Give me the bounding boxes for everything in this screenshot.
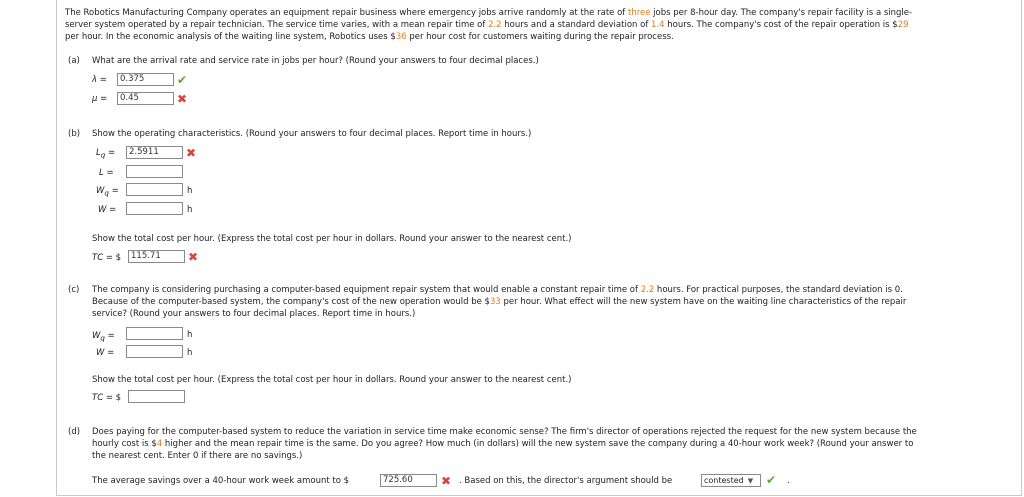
equals: = (107, 148, 116, 158)
equals: = (111, 186, 119, 196)
lambda-label (92, 75, 107, 85)
part-d-text: higher and the mean repair time is the same. Do you agree? How much (in dollars) will the new system save the company during a 40-hour work week? (Round your answer to (162, 439, 914, 449)
part-d-text: Does paying for the computer-based system to reduce the variation in service time make economic sense? The firm's director of operations rejected the request for the new system because the (92, 427, 917, 437)
hours-unit: h (187, 330, 193, 340)
part-b-label: (b) (68, 129, 81, 139)
lambda-symbol: λ (92, 75, 98, 85)
lq-input[interactable]: 2.5911 (126, 146, 183, 159)
w-input[interactable] (126, 202, 183, 215)
incorrect-icon: ✖ (177, 92, 188, 106)
part-c-text: per hour. What effect will the new system have on the waiting line characteristics of the repair (500, 297, 907, 307)
part-a-question (68, 55, 539, 67)
wq-subscript: q (104, 188, 109, 198)
lq-subscript: q (100, 150, 106, 160)
argument-select[interactable] (701, 474, 761, 487)
w-symbol: W (96, 348, 105, 358)
part-a-label: (a) (68, 56, 80, 66)
correct-icon: ✔ (177, 73, 188, 87)
cost-value: 29 (897, 20, 909, 31)
intro-text: The Robotics Manufacturing Company operates an equipment repair business where emergency jobs arrive randomly at the rate of (65, 8, 628, 18)
chevron-down-icon: ▼ (747, 477, 754, 485)
w-symbol: W (98, 205, 107, 215)
tc-input-c[interactable] (128, 390, 185, 403)
tc-label-b (92, 253, 121, 263)
rate-value: three (627, 8, 651, 18)
l-input[interactable] (126, 165, 183, 178)
correct-icon: ✔ (766, 473, 777, 487)
wq-symbol: W (92, 331, 101, 341)
tc-input-b[interactable]: 115.71 (128, 250, 185, 263)
part-c-label: (c) (68, 285, 80, 295)
incorrect-icon: ✖ (441, 474, 452, 488)
equals: = (100, 94, 108, 104)
intro-text: hours. The company's cost of the repair operation is $ (664, 20, 898, 31)
sd-value: 1.4 (651, 20, 665, 31)
part-b-question (68, 128, 531, 140)
lambda-input[interactable]: 0.375 (117, 73, 174, 86)
question-panel (56, 0, 1022, 496)
wq-symbol: W (96, 186, 105, 196)
mu-input[interactable]: 0.45 (117, 92, 174, 105)
part-d-text: the nearest cent. Enter 0 if there are no savings.) (92, 451, 303, 461)
equals-dollar: = $ (105, 393, 122, 403)
tc-symbol: TC (92, 393, 104, 403)
lq-label (96, 148, 115, 160)
incorrect-icon: ✖ (186, 146, 197, 160)
intro-text: server system operated by a repair technician. The service time varies, with a mean repair time of (65, 20, 489, 31)
equals: = (106, 168, 114, 178)
l-symbol: L (99, 168, 104, 178)
tc-question-c: Show the total cost per hour. (Express the total cost per hour in dollars. Round your answer to the nearest cent.) (92, 375, 572, 385)
equals-dollar: = $ (105, 253, 122, 263)
equals: = (99, 75, 107, 85)
equals: = (107, 331, 115, 341)
incorrect-icon: ✖ (188, 250, 199, 264)
part-d-text: hourly cost is $ (92, 439, 157, 449)
new-cost-value: 33 (489, 297, 501, 307)
savings-input[interactable]: 725.60 (380, 474, 437, 487)
intro-text: jobs per 8-hour day. The company's repair facility is a single- (650, 8, 913, 18)
problem-statement (65, 7, 1015, 44)
period-text: . (787, 476, 790, 486)
equals: = (107, 348, 115, 358)
tc-question-b: Show the total cost per hour. (Express the total cost per hour in dollars. Round your answer to the nearest cent.) (92, 234, 572, 244)
equals: = (109, 205, 117, 215)
cost-difference-value: 4 (156, 439, 163, 449)
w-label (98, 205, 116, 215)
l-label (99, 168, 114, 178)
part-b-text: Show the operating characteristics. (Round your answers to four decimal places. Report time in hours.) (92, 129, 532, 139)
lq-symbol: L (96, 148, 101, 158)
hours-unit: h (187, 348, 193, 358)
intro-text: hours and a standard deviation of (501, 20, 652, 31)
wq-label (96, 186, 119, 198)
mu-symbol: μ (92, 94, 98, 104)
wq-subscript: q (100, 333, 105, 343)
part-c-text: service? (Round your answers to four decimal places. Report time in hours.) (92, 309, 416, 319)
part-c-text: Because of the computer-based system, the company's cost of the new operation would be $ (92, 297, 490, 307)
mu-label (92, 94, 107, 104)
repair-time-value: 2.2 (640, 285, 655, 295)
wait-cost-value: 36 (395, 32, 407, 43)
part-a-text: What are the arrival rate and service rate in jobs per hour? (Round your answers to four decimal places.) (92, 56, 539, 66)
part-c-text: hours. For practical purposes, the standard deviation is 0. (654, 285, 903, 295)
wq-input-c[interactable] (126, 327, 183, 340)
part-d-question (68, 426, 1013, 462)
w-input-c[interactable] (126, 345, 183, 358)
hours-unit: h (187, 205, 193, 215)
wq-input[interactable] (126, 183, 183, 196)
hours-unit: h (187, 186, 193, 196)
based-on-text: . Based on this, the director's argument should be (459, 476, 673, 486)
savings-text: The average savings over a 40-hour work week amount to $ (92, 476, 350, 486)
intro-text: per hour. In the economic analysis of the waiting line system, Robotics uses $ (65, 32, 396, 43)
tc-symbol: TC (92, 253, 104, 263)
mean-value: 2.2 (488, 20, 502, 31)
select-value: contested (704, 476, 744, 485)
part-c-text: The company is considering purchasing a computer-based equipment repair system that would enable a constant repair time of (92, 285, 641, 295)
part-c-question (68, 284, 998, 320)
w-label-c (96, 348, 114, 358)
part-d-label: (d) (68, 427, 81, 437)
wq-label-c (92, 331, 115, 343)
intro-text: per hour cost for customers waiting during the repair process. (406, 32, 674, 43)
tc-label-c (92, 393, 121, 403)
